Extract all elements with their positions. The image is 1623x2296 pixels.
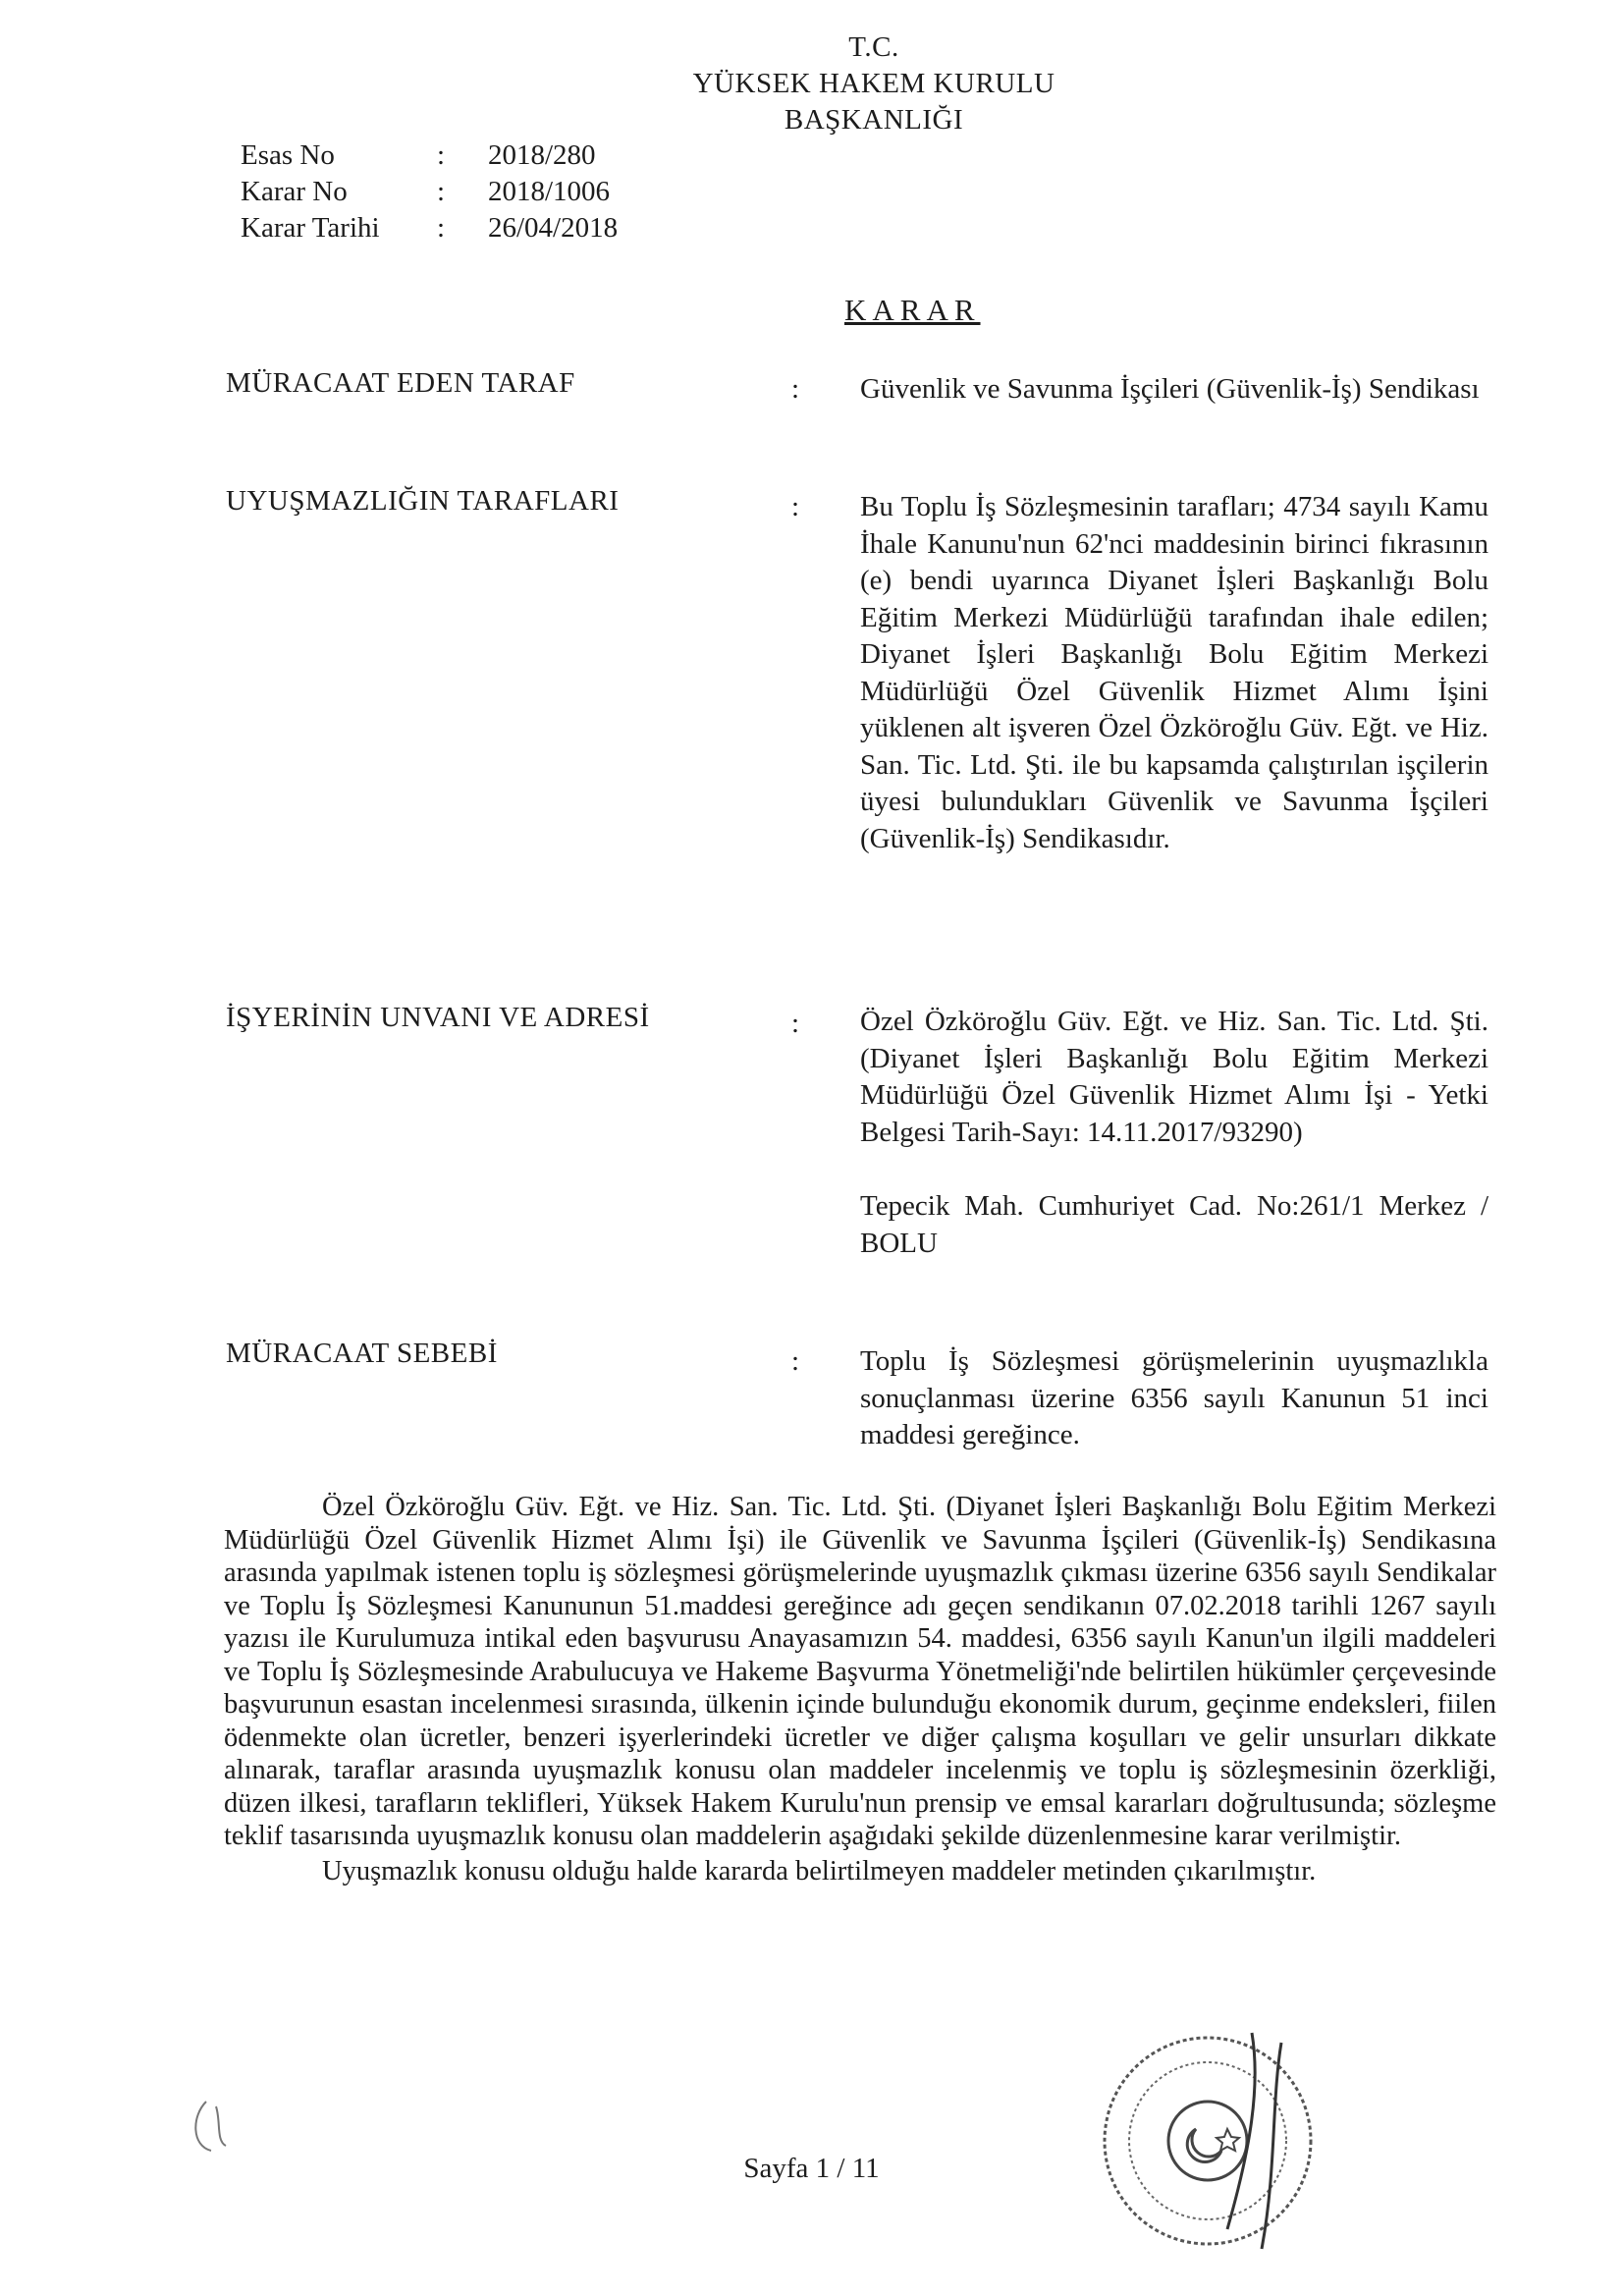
decision-body <box>224 1491 1496 1887</box>
workplace-name: Özel Özköroğlu Güv. Eğt. ve Hiz. San. Tic. Ltd. Şti. (Diyanet İşleri Başkanlığı Bolu Eğitim Merkezi Müdürlüğü Özel Güvenlik Hizmet Alımı İşi - Yetki Belgesi Tarih-Sayı: 14.11.2017/93290) <box>860 1006 1488 1148</box>
workplace-value <box>860 1004 1488 1262</box>
page-number: Sayfa 1 / 11 <box>743 2153 880 2184</box>
esas-label: Esas No <box>241 139 335 171</box>
karar-row <box>241 174 618 210</box>
document-title: KARAR <box>844 293 981 327</box>
tarih-value: 26/04/2018 <box>488 212 619 244</box>
karar-colon: : <box>437 176 446 207</box>
tarih-colon: : <box>437 212 446 244</box>
applicant-value: Güvenlik ve Savunma İşçileri (Güvenlik-İş) Sendikası <box>860 373 1480 405</box>
tarih-row <box>241 210 618 246</box>
header-department: BAŞKANLIĞI <box>784 104 964 136</box>
applicant-colon: : <box>791 373 800 405</box>
esas-colon: : <box>437 139 446 171</box>
reason-label: MÜRACAAT SEBEBİ <box>226 1338 498 1369</box>
workplace-address: Tepecik Mah. Cumhuriyet Cad. No:261/1 Merkez / BOLU <box>860 1190 1488 1259</box>
karar-value: 2018/1006 <box>488 176 611 207</box>
official-seal-icon <box>1080 2003 1335 2259</box>
parties-label: UYUŞMAZLIĞIN TARAFLARI <box>226 485 620 517</box>
applicant-label: MÜRACAAT EDEN TARAF <box>226 367 575 399</box>
reason-colon: : <box>791 1345 800 1377</box>
handwritten-mark-icon <box>187 2092 245 2160</box>
workplace-colon: : <box>791 1008 800 1039</box>
esas-value: 2018/280 <box>488 139 596 171</box>
esas-row <box>241 137 618 174</box>
parties-value: Bu Toplu İş Sözleşmesinin tarafları; 4734 sayılı Kamu İhale Kanunu'nun 62'nci maddesinin birinci fıkrasının (e) bendi uyarınca Diyanet İşleri Başkanlığı Bolu Eğitim Merkezi Müdürlüğü tarafından ihale edilen; Diyanet İşleri Başkanlığı Bolu Eğitim Merkezi Müdürlüğü Özel Güvenlik Hizmet Alımı İşini yüklenen alt işveren Özel Özköroğlu Güv. Eğt. ve Hiz. San. Tic. Ltd. Şti. ile bu kapsamda çalıştırılan işçilerin üyesi bulundukları Güvenlik ve Savunma İşçileri (Güvenlik-İş) Sendikasıdır. <box>860 491 1488 854</box>
header-tc: T.C. <box>848 31 899 63</box>
tarih-label: Karar Tarihi <box>241 212 380 244</box>
case-meta <box>241 137 618 246</box>
karar-label: Karar No <box>241 176 348 207</box>
reason-value: Toplu İş Sözleşmesi görüşmelerinin uyuşmazlıkla sonuçlanması üzerine 6356 sayılı Kanunun 51 inci maddesi gereğince. <box>860 1345 1488 1450</box>
workplace-label: İŞYERİNİN UNVANI VE ADRESİ <box>226 1002 650 1033</box>
decision-paragraph-2: Uyuşmazlık konusu olduğu halde kararda belirtilmeyen maddeler metinden çıkarılmıştır. <box>322 1855 1317 1886</box>
decision-paragraph-1: Özel Özköroğlu Güv. Eğt. ve Hiz. San. Tic. Ltd. Şti. (Diyanet İşleri Başkanlığı Bolu Eğitim Merkezi Müdürlüğü Özel Güvenlik Hizmet Alımı İşi) ile Güvenlik ve Savunma İşçileri (Güvenlik-İş) Sendikasına arasında yapılmak istenen toplu iş sözleşmesi görüşmelerinde uyuşmazlık çıkması üzerine 6356 sayılı Sendikalar ve Toplu İş Sözleşmesi Kanununun 51.maddesi gereğince adı geçen sendikanın 07.02.2018 tarihli 1267 sayılı yazısı ile Kurulumuza intikal eden başvurusu Anayasamızın 54. maddesi, 6356 sayılı Kanun'un ilgili maddeleri ve Toplu İş Sözleşmesinde Arabulucuya ve Hakeme Başvurma Yönetmeliği'nde belirtilen hükümler çerçevesinde başvurunun esastan incelenmesi sırasında, ülkenin içinde bulunduğu ekonomik durum, geçinme endeksleri, fiilen ödenmekte olan ücretler, benzeri işyerlerindeki ücretler ve diğer çalışma koşulları ve gelir unsurları dikkate alınarak, taraflar arasında uyuşmazlık konusu olan maddeler incelenmiş ve toplu iş sözleşmesinin özerkliği, düzen ilkesi, tarafların teklifleri, Yüksek Hakem Kurulu'nun prensip ve emsal kararları doğrultusunda; sözleşme teklif tasarısında uyuşmazlık konusu olan maddelerin aşağıdaki şekilde düzenlenmesine karar verilmiştir. <box>224 1492 1496 1851</box>
header-institution: YÜKSEK HAKEM KURULU <box>692 68 1055 99</box>
parties-colon: : <box>791 491 800 522</box>
